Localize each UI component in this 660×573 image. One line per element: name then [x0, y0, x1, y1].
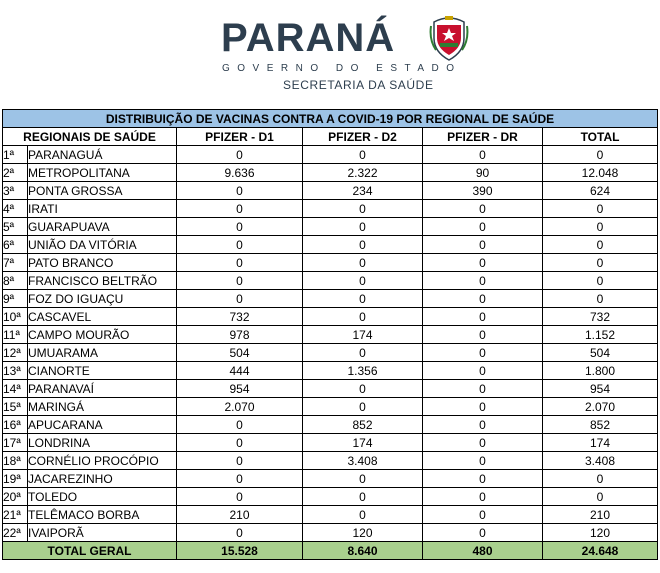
pfizer-d1-cell: 0 [177, 236, 303, 254]
total-cell: 0 [543, 470, 658, 488]
pfizer-dr-cell: 0 [423, 344, 543, 362]
pfizer-d2-cell: 174 [303, 434, 423, 452]
regional-name-cell: CIANORTE [28, 362, 177, 380]
total-cell: 1.152 [543, 326, 658, 344]
total-cell: 0 [543, 218, 658, 236]
pfizer-d2-cell: 174 [303, 326, 423, 344]
pfizer-d2-cell: 0 [303, 308, 423, 326]
pfizer-d2-cell: 0 [303, 398, 423, 416]
pfizer-d1-cell: 978 [177, 326, 303, 344]
total-cell: 732 [543, 308, 658, 326]
table-row [3, 470, 658, 488]
pfizer-d2-cell: 0 [303, 380, 423, 398]
regional-number-cell: 13ª [3, 362, 28, 380]
table-row [3, 506, 658, 524]
total-cell: 3.408 [543, 452, 658, 470]
regional-name-cell: JACAREZINHO [28, 470, 177, 488]
header [0, 0, 660, 106]
pfizer-dr-cell: 0 [423, 146, 543, 164]
total-pfizer-d2: 8.640 [303, 542, 423, 560]
total-row [3, 542, 658, 560]
pfizer-d1-cell: 0 [177, 452, 303, 470]
regional-name-cell: GUARAPUAVA [28, 218, 177, 236]
pfizer-d1-cell: 0 [177, 182, 303, 200]
brand-title: PARANÁ [221, 16, 396, 60]
total-pfizer-dr: 480 [423, 542, 543, 560]
regional-number-cell: 15ª [3, 398, 28, 416]
pfizer-d1-cell: 0 [177, 470, 303, 488]
regional-name-cell: METROPOLITANA [28, 164, 177, 182]
pfizer-dr-cell: 0 [423, 326, 543, 344]
pfizer-d2-cell: 0 [303, 218, 423, 236]
regional-number-cell: 10ª [3, 308, 28, 326]
regional-name-cell: PATO BRANCO [28, 254, 177, 272]
regional-name-cell: PONTA GROSSA [28, 182, 177, 200]
table-title-row [3, 110, 658, 128]
regional-name-cell: LONDRINA [28, 434, 177, 452]
pfizer-d1-cell: 0 [177, 146, 303, 164]
table-header-row [3, 128, 658, 146]
pfizer-dr-cell: 0 [423, 452, 543, 470]
regional-name-cell: PARANAVAÍ [28, 380, 177, 398]
total-cell: 0 [543, 290, 658, 308]
pfizer-d2-cell: 1.356 [303, 362, 423, 380]
pfizer-d1-cell: 0 [177, 290, 303, 308]
pfizer-d1-cell: 2.070 [177, 398, 303, 416]
pfizer-d2-cell: 0 [303, 506, 423, 524]
pfizer-d1-cell: 0 [177, 434, 303, 452]
pfizer-d2-cell: 0 [303, 236, 423, 254]
pfizer-d2-cell: 0 [303, 488, 423, 506]
regional-number-cell: 3ª [3, 182, 28, 200]
column-header-regional: REGIONAIS DE SAÚDE [3, 128, 177, 146]
regional-number-cell: 22ª [3, 524, 28, 542]
table-row [3, 164, 658, 182]
pfizer-dr-cell: 0 [423, 236, 543, 254]
table-row [3, 434, 658, 452]
pfizer-d1-cell: 0 [177, 254, 303, 272]
regional-number-cell: 6ª [3, 236, 28, 254]
regional-number-cell: 5ª [3, 218, 28, 236]
pfizer-d1-cell: 732 [177, 308, 303, 326]
pfizer-d2-cell: 0 [303, 146, 423, 164]
total-label: TOTAL GERAL [3, 542, 177, 560]
pfizer-dr-cell: 0 [423, 218, 543, 236]
pfizer-d2-cell: 0 [303, 290, 423, 308]
total-cell: 624 [543, 182, 658, 200]
table-row [3, 452, 658, 470]
pfizer-dr-cell: 0 [423, 254, 543, 272]
pfizer-d1-cell: 0 [177, 200, 303, 218]
table-row [3, 200, 658, 218]
total-cell: 954 [543, 380, 658, 398]
regional-number-cell: 17ª [3, 434, 28, 452]
pfizer-dr-cell: 0 [423, 524, 543, 542]
regional-name-cell: CORNÉLIO PROCÓPIO [28, 452, 177, 470]
regional-number-cell: 7ª [3, 254, 28, 272]
pfizer-dr-cell: 0 [423, 308, 543, 326]
pfizer-dr-cell: 0 [423, 488, 543, 506]
pfizer-dr-cell: 0 [423, 200, 543, 218]
table-row [3, 488, 658, 506]
table-row [3, 218, 658, 236]
total-cell: 12.048 [543, 164, 658, 182]
total-overall: 24.648 [543, 542, 658, 560]
regional-number-cell: 18ª [3, 452, 28, 470]
regional-name-cell: TOLEDO [28, 488, 177, 506]
total-cell: 174 [543, 434, 658, 452]
regional-name-cell: UMUARAMA [28, 344, 177, 362]
regional-name-cell: IVAIPORÃ [28, 524, 177, 542]
regional-name-cell: CASCAVEL [28, 308, 177, 326]
regional-number-cell: 8ª [3, 272, 28, 290]
pfizer-d2-cell: 0 [303, 200, 423, 218]
pfizer-d2-cell: 852 [303, 416, 423, 434]
brand-department: SECRETARIA DA SAÚDE [283, 78, 434, 92]
regional-name-cell: MARINGÁ [28, 398, 177, 416]
regional-number-cell: 1ª [3, 146, 28, 164]
table-row [3, 146, 658, 164]
table-row [3, 524, 658, 542]
pfizer-d2-cell: 0 [303, 470, 423, 488]
regional-number-cell: 14ª [3, 380, 28, 398]
regional-name-cell: FRANCISCO BELTRÃO [28, 272, 177, 290]
table-title: DISTRIBUIÇÃO DE VACINAS CONTRA A COVID-19 POR REGIONAL DE SAÚDE [3, 110, 658, 128]
table-row [3, 416, 658, 434]
total-cell: 0 [543, 272, 658, 290]
pfizer-d1-cell: 504 [177, 344, 303, 362]
pfizer-d1-cell: 954 [177, 380, 303, 398]
table-row [3, 290, 658, 308]
column-header-pfizer-d1: PFIZER - D1 [177, 128, 303, 146]
total-cell: 852 [543, 416, 658, 434]
pfizer-d1-cell: 0 [177, 272, 303, 290]
regional-name-cell: PARANAGUÁ [28, 146, 177, 164]
coat-of-arms-icon [428, 12, 470, 62]
table-row [3, 362, 658, 380]
pfizer-d1-cell: 444 [177, 362, 303, 380]
pfizer-dr-cell: 0 [423, 362, 543, 380]
total-cell: 120 [543, 524, 658, 542]
pfizer-dr-cell: 0 [423, 506, 543, 524]
total-cell: 210 [543, 506, 658, 524]
pfizer-dr-cell: 0 [423, 398, 543, 416]
pfizer-d1-cell: 0 [177, 218, 303, 236]
column-header-pfizer-dr: PFIZER - DR [423, 128, 543, 146]
column-header-pfizer-d2: PFIZER - D2 [303, 128, 423, 146]
total-pfizer-d1: 15.528 [177, 542, 303, 560]
pfizer-dr-cell: 0 [423, 470, 543, 488]
pfizer-d1-cell: 0 [177, 488, 303, 506]
table-row [3, 398, 658, 416]
regional-number-cell: 2ª [3, 164, 28, 182]
total-cell: 2.070 [543, 398, 658, 416]
table-row [3, 380, 658, 398]
vaccine-distribution-table [2, 109, 658, 560]
pfizer-d1-cell: 0 [177, 524, 303, 542]
regional-name-cell: TELÊMACO BORBA [28, 506, 177, 524]
regional-number-cell: 16ª [3, 416, 28, 434]
regional-number-cell: 4ª [3, 200, 28, 218]
table-row [3, 326, 658, 344]
regional-number-cell: 9ª [3, 290, 28, 308]
total-cell: 504 [543, 344, 658, 362]
total-cell: 0 [543, 254, 658, 272]
table-row [3, 254, 658, 272]
regional-name-cell: FOZ DO IGUAÇU [28, 290, 177, 308]
pfizer-d2-cell: 0 [303, 254, 423, 272]
pfizer-dr-cell: 0 [423, 434, 543, 452]
regional-name-cell: CAMPO MOURÃO [28, 326, 177, 344]
table-row [3, 344, 658, 362]
column-header-total: TOTAL [543, 128, 658, 146]
pfizer-dr-cell: 390 [423, 182, 543, 200]
pfizer-d2-cell: 0 [303, 344, 423, 362]
total-cell: 0 [543, 146, 658, 164]
pfizer-d2-cell: 120 [303, 524, 423, 542]
total-cell: 0 [543, 236, 658, 254]
pfizer-d1-cell: 210 [177, 506, 303, 524]
pfizer-d2-cell: 0 [303, 272, 423, 290]
table-row [3, 182, 658, 200]
pfizer-d2-cell: 234 [303, 182, 423, 200]
pfizer-dr-cell: 0 [423, 416, 543, 434]
regional-number-cell: 21ª [3, 506, 28, 524]
pfizer-d1-cell: 0 [177, 416, 303, 434]
regional-number-cell: 19ª [3, 470, 28, 488]
table-row [3, 272, 658, 290]
regional-name-cell: IRATI [28, 200, 177, 218]
table-row [3, 236, 658, 254]
pfizer-d2-cell: 3.408 [303, 452, 423, 470]
pfizer-dr-cell: 0 [423, 380, 543, 398]
total-cell: 0 [543, 200, 658, 218]
regional-number-cell: 20ª [3, 488, 28, 506]
pfizer-dr-cell: 0 [423, 272, 543, 290]
pfizer-d1-cell: 9.636 [177, 164, 303, 182]
regional-number-cell: 12ª [3, 344, 28, 362]
regional-name-cell: UNIÃO DA VITÓRIA [28, 236, 177, 254]
table-row [3, 308, 658, 326]
total-cell: 1.800 [543, 362, 658, 380]
regional-number-cell: 11ª [3, 326, 28, 344]
pfizer-d2-cell: 2.322 [303, 164, 423, 182]
pfizer-dr-cell: 90 [423, 164, 543, 182]
regional-name-cell: APUCARANA [28, 416, 177, 434]
pfizer-dr-cell: 0 [423, 290, 543, 308]
total-cell: 0 [543, 488, 658, 506]
brand-subtitle: GOVERNO DO ESTADO [222, 63, 462, 74]
